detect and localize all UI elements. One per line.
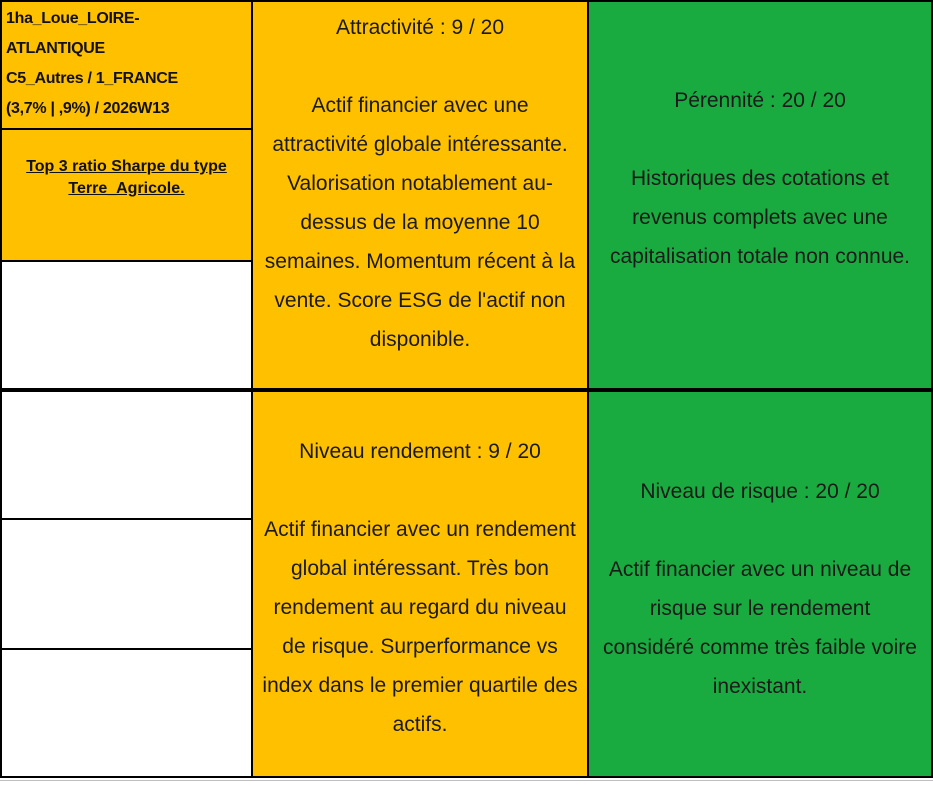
risque-cell xyxy=(587,390,933,778)
rendement-title: Niveau rendement : 9 / 20 xyxy=(299,440,541,463)
empty-cell xyxy=(0,390,253,520)
attractivite-title: Attractivité : 9 / 20 xyxy=(335,16,505,39)
rendement-text: Actif financier avec un rendement global intéressant. Très bon rendement au regard du niveau de risque. Surperformance vs index dans le premier quartile des actifs. xyxy=(262,518,578,736)
asset-info-line: 1ha_Loue_LOIRE- xyxy=(6,10,140,27)
empty-cell xyxy=(0,518,253,650)
risque-text: Actif financier avec un niveau de risque sur le rendement considéré comme très faible voire inexistant. xyxy=(603,558,917,698)
perennite-title: Pérennité : 20 / 20 xyxy=(674,89,846,112)
asset-info-cell xyxy=(0,0,253,130)
perennite-text: Historiques des cotations et revenus complets avec une capitalisation totale non connue. xyxy=(609,167,911,268)
asset-info-line: C5_Autres / 1_FRANCE xyxy=(6,70,178,87)
rendement-cell xyxy=(251,390,589,778)
sharpe-note-line1: Top 3 ratio Sharpe du type xyxy=(26,158,227,175)
asset-info-line: ATLANTIQUE xyxy=(6,40,105,57)
sharpe-note-cell xyxy=(0,128,253,262)
attractivite-cell xyxy=(251,0,589,390)
perennite-cell xyxy=(587,0,933,390)
sharpe-note-line2: Terre_Agricole. xyxy=(68,180,185,197)
empty-cell xyxy=(0,648,253,778)
risque-title: Niveau de risque : 20 / 20 xyxy=(640,480,880,503)
attractivite-text: Actif financier avec une attractivité globale intéressante. Valorisation notablement au-dessus de la moyenne 10 semaines. Momentum récent à la vente. Score ESG de l'actif non disponible. xyxy=(264,94,576,351)
empty-cell xyxy=(0,260,253,390)
bottom-divider xyxy=(0,780,933,781)
asset-info-line: (3,7% | ,9%) / 2026W13 xyxy=(6,100,170,117)
